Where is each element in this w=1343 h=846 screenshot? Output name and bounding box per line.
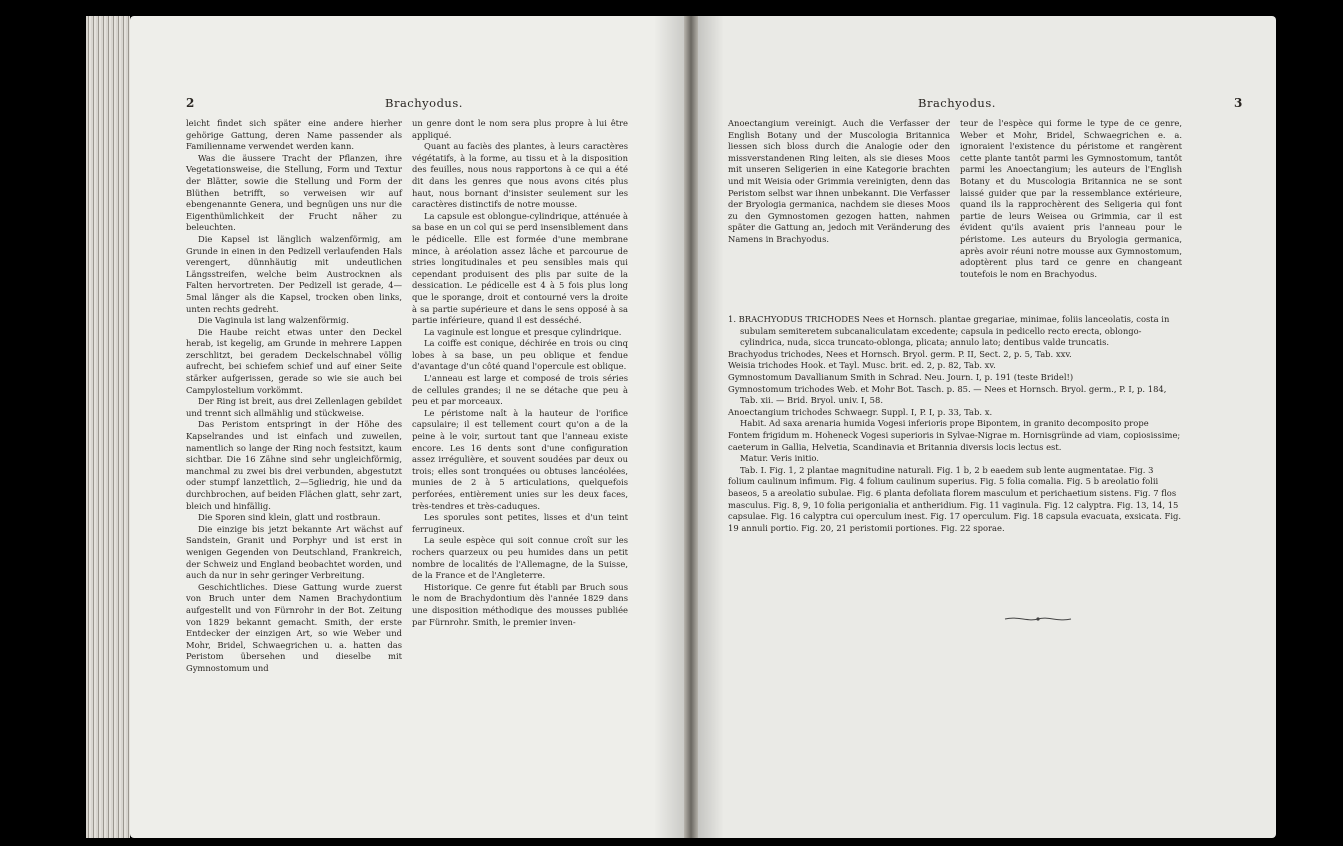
paragraph: Der Ring ist breit, aus drei Zellenlagen gebildet und trennt sich allmählig und stückweise. [186, 396, 402, 418]
book-spread [86, 16, 1276, 838]
paragraph: teur de l'espèce qui forme le type de ce genre, Weber et Mohr, Bridel, Schwaegrichen e. a. ignoraient l'existence du péristome et rangèrent cette plante tantôt parmi les Gymnostomum, tantôt parmi les Anoectangium; les auteurs de l'English Botany et du Muscologia Britannica ne se sont laissé guider que par la ressemblance extérieure, quand ils la rapprochèrent des Seligeria qui font partie de leurs Weisea ou Grimmia, car il est évident qu'ils avaient pris l'anneau pour le péristome. Les auteurs du Bryologia germanica, après avoir réuni notre mousse aux Gymnostomum, adoptèrent plus tard ce genre en changeant toutefois le nom en Brachyodus. [960, 118, 1182, 279]
paragraph: Die einzige bis jetzt bekannte Art wächst auf Sandstein, Granit und Porphyr und ist erst in wenigen Gegenden von Deutschland, Frankreich, der Schweiz und England beobachtet worden, und auch da nur in sehr geringer Verbreitung. [186, 523, 402, 581]
synonym-entry: Gymnostomum trichodes Web. et Mohr Bot. Tasch. p. 85. — Nees et Hornsch. Bryol. germ., P. I, p. 184, Tab. xii. — Brid. Bryol. univ. I, 58. [728, 383, 1167, 406]
right-column-french [960, 118, 1182, 280]
paragraph: La seule espèce qui soit connue croît sur les rochers quarzeux ou peu humides dans un petit nombre de localités de l'Allemagne, de la Suisse, de la France et de l'Angleterre. [412, 535, 628, 581]
right-column-german [728, 118, 950, 246]
synonym-list [728, 349, 1182, 419]
paragraph: La coiffe est conique, déchirée en trois ou cinq lobes à sa base, un peu oblique et fendue d'avantage d'un côté quand l'opercule est oblique. [412, 338, 628, 372]
synonym-entry: Gymnostomum Davallianum Smith in Schrad. Neu. Journ. I, p. 191 (teste Bridel!) [728, 371, 1074, 382]
paragraph: Geschichtliches. Diese Gattung wurde zuerst von Bruch unter dem Namen Brachydontium aufgestellt und von Fürnrohr in der Bot. Zeitung von 1829 bekannt gemacht. Smith, der erste Entdecker der einzigen Art, so wie Weber und Mohr, Bridel, Schwaegrichen u. a. hatten das Peristom übersehen und dieselbe mit Gymnostomum und [186, 581, 402, 673]
habitat-text: Habit. Ad saxa arenaria humida Vogesi inferioris prope Bipontem, in granito decomposito prope Fontem frigidum m. Hoheneck Vogesi superioris in Sylvae-Nigrae m. Hornisgründe ad viam, copiosissime; caeterum in Gallia, Helvetia, Scandinavia et Britannia diversis locis lectus est. [728, 418, 1181, 452]
paragraph: Die Haube reicht etwas unter den Deckel herab, ist kegelig, am Grunde in mehrere Lappen zerschlitzt, bei geradem Deckelschnabel völlig aufrecht, bei schiefem schief und auf einer Seite stärker aufgerissen, gerade so wie sie auch bei Campylostelium vorkömmt. [186, 326, 402, 395]
paragraph: Was die äussere Tracht der Pflanzen, ihre Vegetationsweise, die Stellung, Form und Textur der Blätter, sowie die Stellung und Form der Blüthen betrifft, so verweisen wir auf ebengenannte Genera, und begnügen uns nur die Eigenthümlichkeit der Frucht näher zu beleuchten. [186, 152, 402, 233]
left-column-german [186, 118, 402, 675]
synonym-entry: Brachyodus trichodes, Nees et Hornsch. Bryol. germ. P. II, Sect. 2, p. 5, Tab. xxv. [728, 348, 1072, 359]
paragraph: La vaginule est longue et presque cylindrique. [424, 326, 622, 337]
paragraph: La capsule est oblongue-cylindrique, atténuée à sa base en un col qui se perd insensiblement dans le pédicelle. Elle est formée d'une membrane mince, à aréolation assez lâche et parcourue de stries longitudinales et peu sensibles mais qui cependant produisent des plis par suite de la dessication. Le pédicelle est 4 à 5 fois plus long que le sporange, droit et contourné vers la droite à sa partie supérieure et dans le sens opposé à sa partie inférieure, quand il est desséché. [412, 210, 628, 326]
right-page [698, 16, 1276, 838]
paragraph: Historique. Ce genre fut établi par Bruch sous le nom de Brachydontium dès l'année 1829 dans une disposition méthodique des mousses publiée par Fürnrohr. Smith, le premier inven- [412, 581, 628, 627]
left-page [130, 16, 684, 838]
page-edges [86, 16, 130, 838]
maturity-text: Matur. Veris initio. [740, 453, 819, 464]
left-column-french [412, 118, 628, 628]
paragraph: Quant au faciès des plantes, à leurs caractères végétatifs, à la forme, au tissu et à la disposition des feuilles, nous nous rapportons à ce qui a été dit dans les genres que nous avons cités plus haut, nous bornant d'insister seulement sur les caractères distinctifs de notre mousse. [412, 141, 628, 210]
paragraph: Les sporules sont petites, lisses et d'un teint ferrugineux. [412, 512, 628, 534]
plate-explanation: Tab. I. Fig. 1, 2 plantae magnitudine naturali. Fig. 1 b, 2 b eaedem sub lente augmentatae. Fig. 3 folium caulinum infimum. Fig. 4 folium caulinum superius. Fig. 5 folia comalia. Fig. 5 b areolatio folii baseos, 5 a areolatio subulae. Fig. 6 planta defoliata florem masculum et perichaetium sistens. Fig. 7 flos masculus. Fig. 8, 9, 10 folia perigonialia et antheridium. Fig. 11 vaginula. Fig. 12 calyptra. Fig. 13, 14, 15 capsulae. Fig. 16 calyptra cui operculum inest. Fig. 17 operculum. Fig. 18 capsula evacuata, exsicata. Fig. 19 annuli portio. Fig. 20, 21 peristomii portiones. Fig. 22 sporae. [728, 464, 1182, 533]
paragraph: Anoectangium vereinigt. Auch die Verfasser der English Botany und der Muscologia Britannica liessen sich bloss durch die Analogie oder den missverstandenen Ring leiten, als sie dieses Moos mit unseren Seligerien in eine Kategorie brachten und mit Weisia oder Grimmia vereinigten, denn das Peristom selbst war ihnen unbekannt. Die Verfasser der Bryologia germanica, nachdem sie dieses Moos zu den Gymnostomen gezogen hatten, nahmen später die Gattung an, jedoch mit Veränderung des Namens in Brachyodus. [728, 118, 950, 244]
right-page-number: 3 [1234, 96, 1243, 110]
paragraph: Das Peristom entspringt in der Höhe des Kapselrandes und ist einfach und zuweilen, namentlich so lange der Ring noch festsitzt, kaum sichtbar. Die 16 Zähne sind sehr ungleichförmig, manchmal zu zwei bis drei verbunden, abgestutzt oder stumpf lanzettlich, 2—5gliedrig, hie und da durchbrochen, auf beiden Flächen glatt, sehr zart, bleich und hinfällig. [186, 419, 402, 511]
paragraph: Die Kapsel ist länglich walzenförmig, am Grunde in einen in den Pedizell verlaufenden Hals verengert, dünnhäutig mit undeutlichen Längsstreifen, welche beim Austrocknen als Falten hervortreten. Der Pedizell ist gerade, 4—5mal länger als die Kapsel, trocken oben links, unten rechts gedreht. [186, 233, 402, 314]
paragraph: Le péristome naît à la hauteur de l'orifice capsulaire; il est tellement court qu'on a de la peine à le voir, surtout tant que l'anneau existe encore. Les 16 dents sont d'une configuration assez irrégulière, et souvent soudées par deux ou trois; elles sont tronquées ou obtuses lancéolées, munies de 2 à 5 articulations, quelquefois perforées, entièrement unies sur les deux faces, très-tendres et très-caduques. [412, 407, 628, 511]
left-running-header: Brachyodus. [385, 96, 463, 110]
paragraph: Die Sporen sind klein, glatt und rostbraun. [198, 512, 381, 523]
paragraph: Die Vaginula ist lang walzenförmig. [198, 315, 349, 326]
ornament-divider [1003, 614, 1073, 624]
left-page-number: 2 [186, 96, 195, 110]
paragraph: L'anneau est large et composé de trois séries de cellules grandes; il ne se détache que peu à peu et par morceaux. [412, 373, 628, 407]
book-gutter [684, 16, 698, 838]
species-entry [728, 314, 1182, 534]
paragraph: leicht findet sich später eine andere hierher gehörige Gattung, deren Name passender als Familienname verwendet werden kann. [186, 118, 402, 152]
synonym-entry: Weisia trichodes Hook. et Tayl. Musc. brit. ed. 2, p. 82, Tab. xv. [728, 360, 996, 371]
right-running-header: Brachyodus. [918, 96, 996, 110]
paragraph: un genre dont le nom sera plus propre à lui être appliqué. [412, 118, 628, 140]
species-diagnosis: 1. BRACHYODUS TRICHODES Nees et Hornsch. plantae gregariae, minimae, foliis lanceolatis, costa in subulam semiteretem subcanaliculatam excedente; capsula in pedicello recto erecta, oblongo-cylindrica, nuda, sicca truncato-oblonga, plicata; annulo lato; dentibus valde truncatis. [728, 314, 1170, 348]
synonym-entry: Anoectangium trichodes Schwaegr. Suppl. I, P. I, p. 33, Tab. x. [728, 406, 993, 417]
